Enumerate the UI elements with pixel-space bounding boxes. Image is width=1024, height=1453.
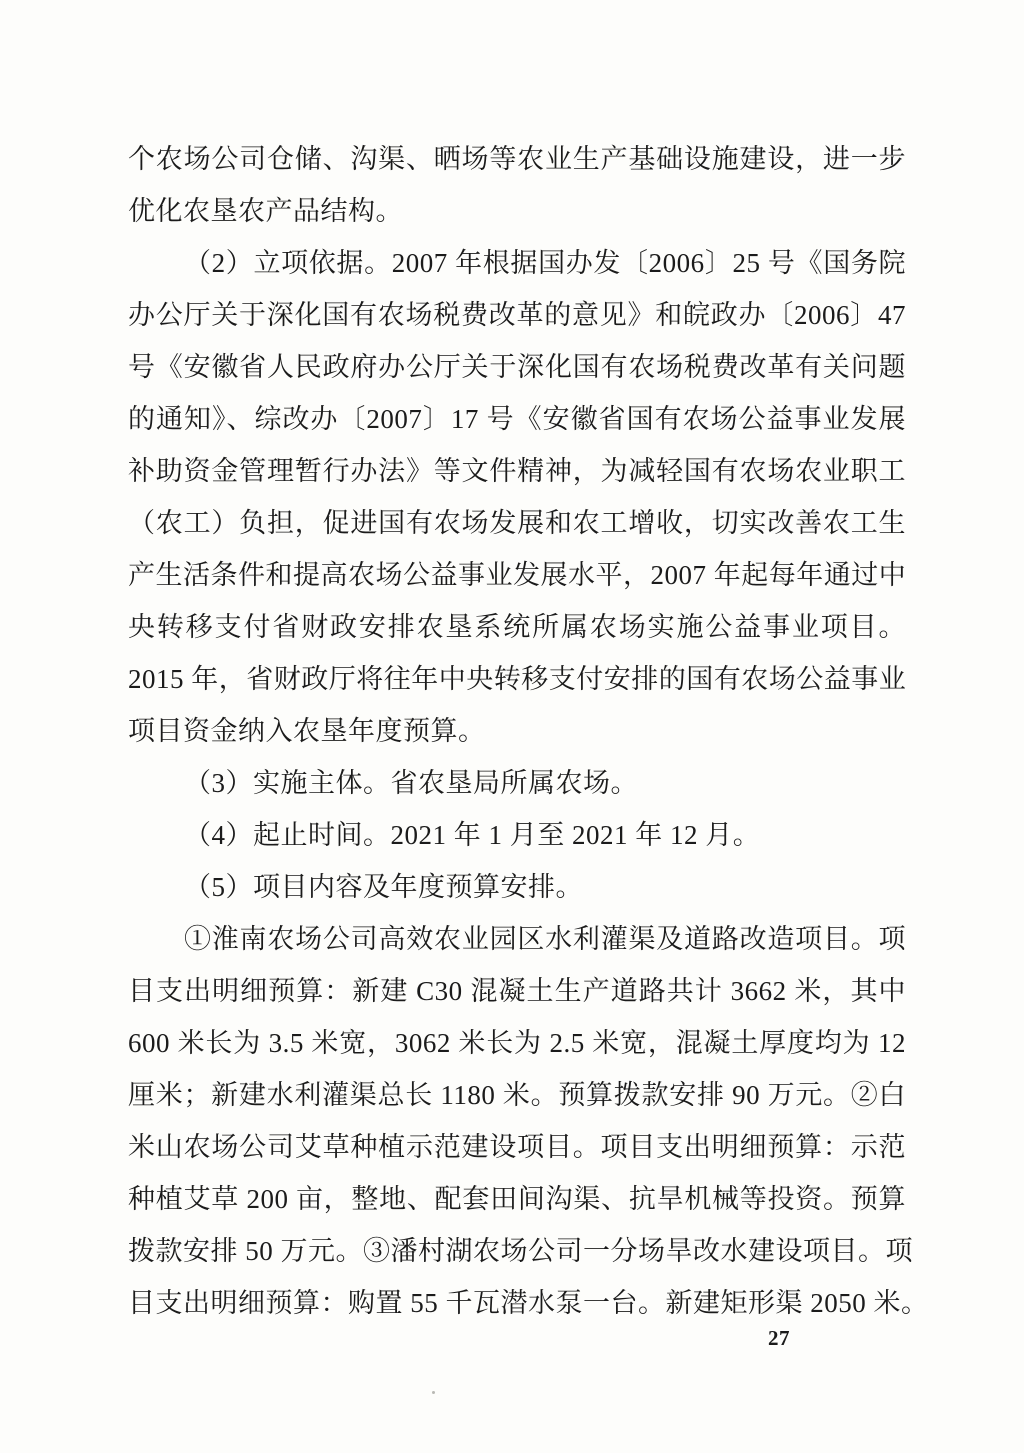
text-line-14: （4）起止时间。2021 年 1 月至 2021 年 12 月。: [184, 820, 761, 850]
text-line-10: 央转移支付省财政安排农垦系统所属农场实施公益事业项目。: [128, 612, 906, 642]
text-line-3: （2）立项依据。2007 年根据国办发〔2006〕25 号《国务院: [184, 248, 906, 278]
scan-artifact-dot: [432, 1391, 435, 1394]
text-line-20: 米山农场公司艾草种植示范建设项目。项目支出明细预算：示范: [128, 1132, 906, 1162]
text-line-17: 目支出明细预算：新建 C30 混凝土生产道路共计 3662 米，其中: [128, 976, 906, 1006]
text-line-6: 的通知》、综改办〔2007〕17 号《安徽省国有农场公益事业发展: [128, 404, 906, 434]
text-line-19: 厘米；新建水利灌渠总长 1180 米。预算拨款安排 90 万元。②白: [128, 1080, 906, 1110]
text-line-18: 600 米长为 3.5 米宽，3062 米长为 2.5 米宽，混凝土厚度均为 12: [128, 1028, 906, 1058]
text-line-23: 目支出明细预算：购置 55 千瓦潜水泵一台。新建矩形渠 2050 米。: [128, 1288, 929, 1318]
text-line-16: ①淮南农场公司高效农业园区水利灌渠及道路改造项目。项: [184, 924, 906, 954]
text-line-9: 产生活条件和提高农场公益事业发展水平，2007 年起每年通过中: [128, 560, 907, 590]
page-number: 27: [768, 1326, 790, 1350]
text-line-7: 补助资金管理暂行办法》等文件精神，为减轻国有农场农业职工: [128, 456, 906, 486]
text-line-8: （农工）负担，促进国有农场发展和农工增收，切实改善农工生: [128, 508, 906, 538]
text-line-11: 2015 年，省财政厅将往年中央转移支付安排的国有农场公益事业: [128, 664, 907, 694]
text-line-21: 种植艾草 200 亩，整地、配套田间沟渠、抗旱机械等投资。预算: [128, 1184, 906, 1214]
text-line-2: 优化农垦农产品结构。: [128, 196, 403, 226]
text-line-4: 办公厅关于深化国有农场税费改革的意见》和皖政办〔2006〕47: [128, 300, 906, 330]
text-line-22: 拨款安排 50 万元。③潘村湖农场公司一分场旱改水建设项目。项: [128, 1236, 913, 1266]
text-line-13: （3）实施主体。省农垦局所属农场。: [184, 768, 638, 798]
text-line-5: 号《安徽省人民政府办公厅关于深化国有农场税费改革有关问题: [128, 352, 906, 382]
text-line-12: 项目资金纳入农垦年度预算。: [128, 716, 486, 746]
text-line-15: （5）项目内容及年度预算安排。: [184, 872, 583, 902]
body-text: [128, 133, 929, 1329]
text-line-1: 个农场公司仓储、沟渠、晒场等农业生产基础设施建设，进一步: [128, 144, 906, 174]
